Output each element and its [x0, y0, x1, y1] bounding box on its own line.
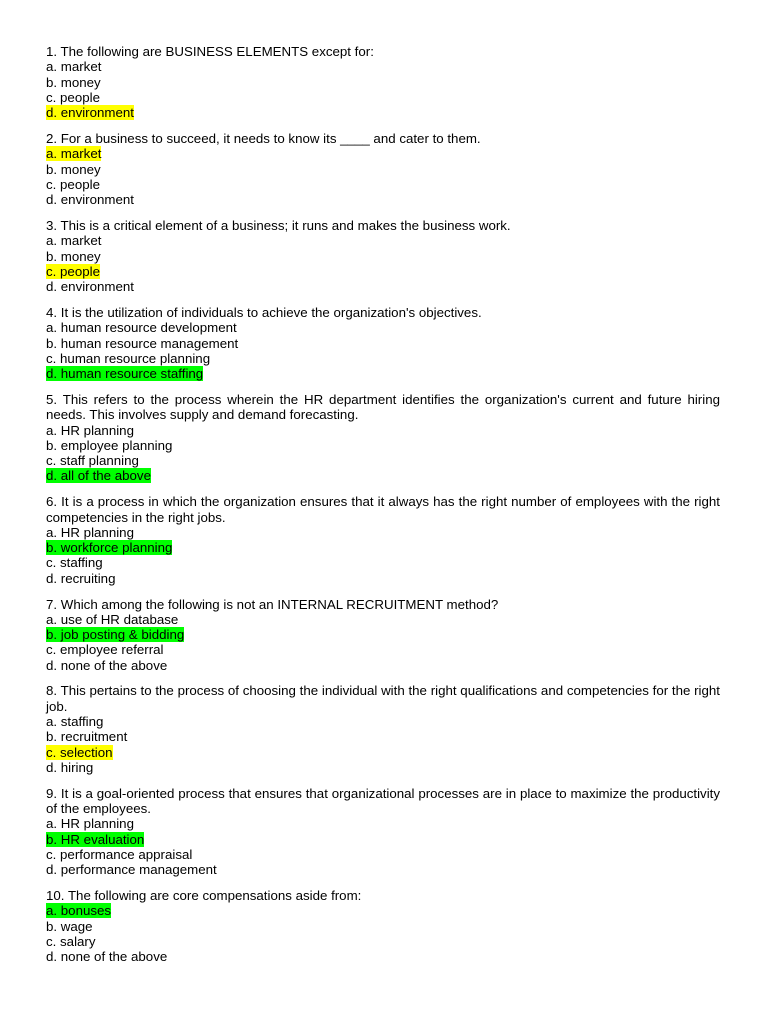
question-stem: 1. The following are BUSINESS ELEMENTS except for:: [46, 44, 374, 59]
answer-option: [46, 816, 720, 831]
answer-option: [46, 423, 720, 438]
answer-option: [46, 320, 720, 335]
question-block: [46, 305, 720, 381]
answer-option-text: b. money: [46, 161, 101, 177]
answer-option-text: c. selection: [46, 744, 113, 760]
answer-option-text: d. environment: [46, 105, 134, 121]
quiz-document: [46, 44, 720, 975]
answer-option-highlighted: [46, 540, 720, 555]
question-stem: 2. For a business to succeed, it needs to know its ____ and cater to them.: [46, 130, 481, 146]
answer-option-text: a. bonuses: [46, 903, 112, 919]
answer-option-highlighted: [46, 832, 720, 847]
answer-option-text: c. employee referral: [46, 642, 164, 658]
answer-option: [46, 279, 720, 294]
answer-option: [46, 729, 720, 744]
answer-option-text: c. people: [46, 263, 100, 279]
answer-option-text: b. employee planning: [46, 437, 173, 453]
answer-option-text: c. performance appraisal: [46, 846, 193, 862]
answer-option: [46, 162, 720, 177]
question-stem: 7. Which among the following is not an INTERNAL RECRUITMENT method?: [46, 596, 499, 612]
answer-option: [46, 75, 720, 90]
question-block: [46, 218, 720, 294]
answer-option: [46, 862, 720, 877]
answer-option: [46, 453, 720, 468]
answer-option-text: c. people: [46, 89, 100, 105]
answer-option: [46, 949, 720, 964]
question-stem: 9. It is a goal-oriented process that ensures that organizational processes are in place to maximize the productivity of the employees.: [46, 785, 720, 817]
answer-option-text: a. staffing: [46, 714, 104, 730]
answer-option-text: b. HR evaluation: [46, 831, 145, 847]
question-block: [46, 683, 720, 775]
answer-option: [46, 847, 720, 862]
answer-option: [46, 59, 720, 74]
answer-option-text: a. HR planning: [46, 422, 134, 438]
answer-option: [46, 90, 720, 105]
answer-option-text: d. none of the above: [46, 949, 168, 965]
question-stem: 10. The following are core compensations aside from:: [46, 888, 362, 904]
answer-option-text: d. recruiting: [46, 570, 116, 586]
answer-option: [46, 934, 720, 949]
answer-option-text: c. salary: [46, 933, 96, 949]
question-block: [46, 131, 720, 207]
answer-option-text: d. environment: [46, 279, 134, 295]
answer-option-text: c. people: [46, 176, 100, 192]
answer-option-highlighted: [46, 468, 720, 483]
answer-option-text: a. market: [46, 146, 102, 162]
question-stem: 8. This pertains to the process of choosing the individual with the right qualifications and competencies for the right job.: [46, 683, 720, 714]
answer-option-highlighted: [46, 105, 720, 120]
answer-option: [46, 658, 720, 673]
answer-option-text: d. hiring: [46, 759, 94, 775]
answer-option: [46, 555, 720, 570]
answer-option: [46, 642, 720, 657]
answer-option-text: a. HR planning: [46, 524, 134, 540]
answer-option-text: c. staffing: [46, 555, 103, 571]
answer-option-text: a. market: [46, 233, 102, 249]
question-block: [46, 392, 720, 484]
answer-option-text: c. staff planning: [46, 453, 139, 469]
answer-option-text: d. performance management: [46, 862, 217, 878]
answer-option-text: b. money: [46, 248, 101, 264]
answer-option: [46, 919, 720, 934]
answer-option: [46, 177, 720, 192]
answer-option-text: a. human resource development: [46, 320, 237, 336]
answer-option-highlighted: [46, 264, 720, 279]
answer-option-text: d. none of the above: [46, 657, 168, 673]
answer-option: [46, 525, 720, 540]
answer-option-highlighted: [46, 146, 720, 161]
answer-option: [46, 336, 720, 351]
question-stem: 3. This is a critical element of a business; it runs and makes the business work.: [46, 217, 511, 233]
answer-option-text: a. market: [46, 59, 102, 75]
answer-option: [46, 438, 720, 453]
answer-option-highlighted: [46, 366, 720, 381]
question-block: [46, 44, 720, 120]
answer-option-text: d. human resource staffing: [46, 366, 204, 382]
answer-option-text: d. all of the above: [46, 468, 151, 484]
answer-option: [46, 192, 720, 207]
question-stem: 6. It is a process in which the organization ensures that it always has the right number of employees with the right competencies in the right jobs.: [46, 494, 720, 525]
answer-option-highlighted: [46, 903, 720, 918]
question-stem: 5. This refers to the process wherein the HR department identifies the organization's current and future hiring needs. This involves supply and demand forecasting.: [46, 391, 720, 423]
answer-option-text: b. wage: [46, 918, 93, 934]
answer-option-text: b. human resource management: [46, 335, 239, 351]
answer-option-highlighted: [46, 745, 720, 760]
answer-option-text: b. workforce planning: [46, 540, 173, 556]
answer-option: [46, 249, 720, 264]
question-block: [46, 888, 720, 964]
question-block: [46, 597, 720, 673]
answer-option-text: c. human resource planning: [46, 350, 211, 366]
answer-option-highlighted: [46, 627, 720, 642]
answer-option-text: d. environment: [46, 192, 134, 208]
answer-option-text: b. job posting & bidding: [46, 627, 185, 643]
answer-option: [46, 714, 720, 729]
answer-option: [46, 612, 720, 627]
answer-option: [46, 233, 720, 248]
answer-option-text: a. use of HR database: [46, 611, 179, 627]
question-block: [46, 786, 720, 878]
question-stem: 4. It is the utilization of individuals to achieve the organization's objectives.: [46, 304, 482, 320]
answer-option: [46, 571, 720, 586]
answer-option-text: a. HR planning: [46, 816, 134, 832]
question-block: [46, 494, 720, 586]
answer-option: [46, 351, 720, 366]
answer-option-text: b. recruitment: [46, 729, 128, 745]
answer-option: [46, 760, 720, 775]
answer-option-text: b. money: [46, 74, 101, 90]
